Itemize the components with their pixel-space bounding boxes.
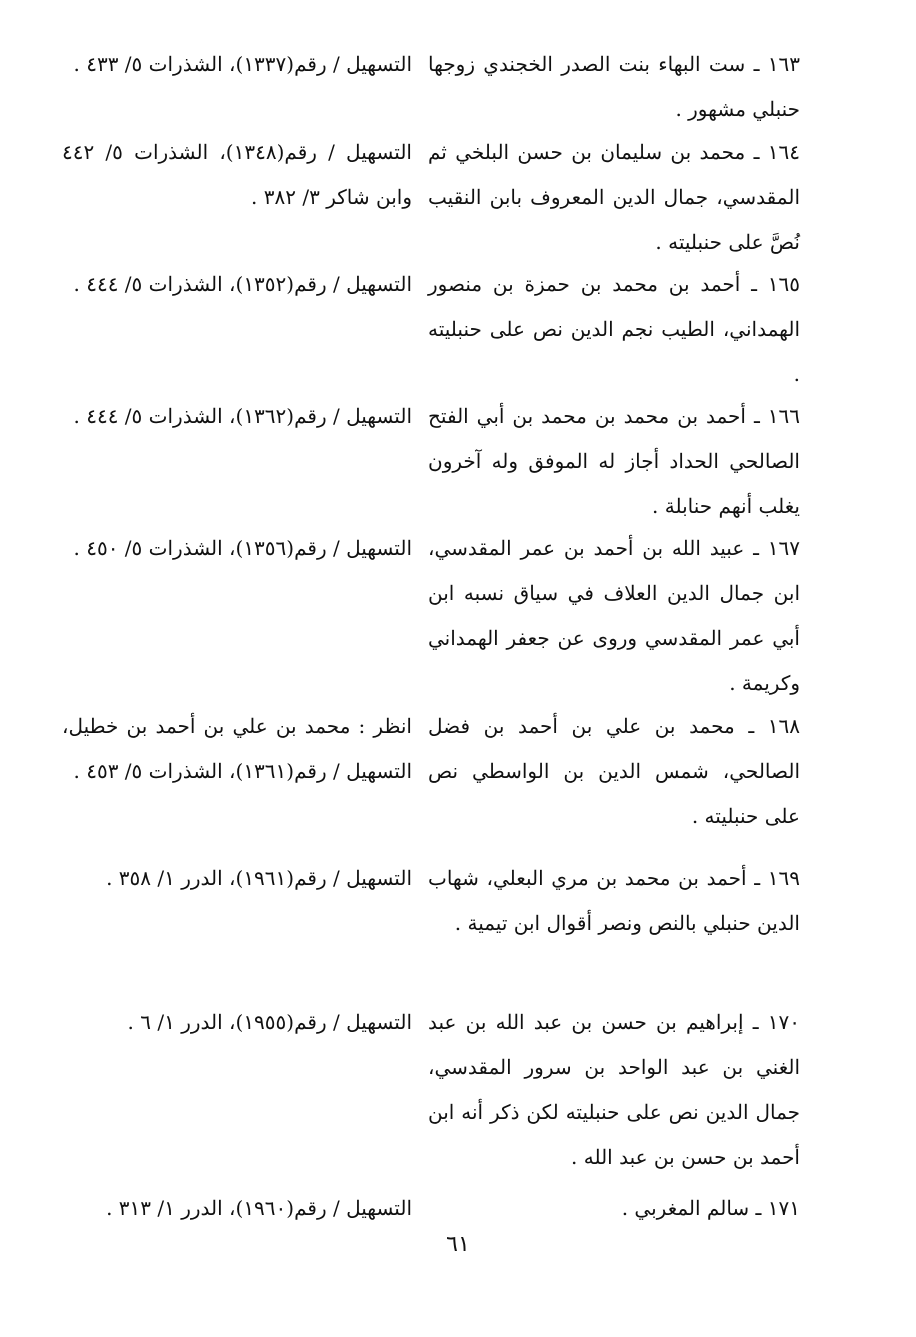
entry-text: إبراهيم بن حسن بن عبد الله بن عبد الغني بن عبد الواحد بن سرور المقدسي، جمال الدين نص على حنبليته لكن ذكر أنه ابن أحمد بن حسن بن عبد الله . [428, 1010, 800, 1169]
entry-number: ١٦٧ [767, 536, 800, 560]
entry-source: التسهيل / رقم(١٣٣٧)، الشذرات ٥/ ٤٣٣ . [73, 52, 412, 76]
page-number: ٦١ [446, 1232, 470, 1257]
entry-text: عبيد الله بن أحمد بن عمر المقدسي، ابن جمال الدين العلاف في سياق نسبه ابن أبي عمر المقدسي وروى عن جعفر الهمداني وكريمة . [428, 536, 800, 695]
entry-source: التسهيل / رقم(١٣٥٦)، الشذرات ٥/ ٤٥٠ . [73, 536, 412, 560]
entry-name: ١٦٩ ـ أحمد بن محمد بن مري البعلي، شهاب الدين حنبلي بالنص ونصر أقوال ابن تيمية . [428, 866, 800, 935]
entry-name: ١٧١ ـ سالم المغربي . [621, 1196, 800, 1220]
entry-source: التسهيل / رقم(١٣٤٨)، الشذرات ٥/ ٤٤٢ وابن شاكر ٣/ ٣٨٢ . [62, 140, 412, 209]
entry-text: أحمد بن محمد بن محمد بن أبي الفتح الصالحي الحداد أجاز له الموفق وله آخرون يغلب أنهم حنابلة . [428, 404, 800, 518]
entry-name: ١٦٦ ـ أحمد بن محمد بن محمد بن أبي الفتح الصالحي الحداد أجاز له الموفق وله آخرون يغلب أنهم حنابلة . [428, 404, 801, 518]
entry-source: التسهيل / رقم(١٩٥٥)، الدرر ١/ ٦ . [127, 1010, 412, 1034]
entry-source: التسهيل / رقم(١٩٦١)، الدرر ١/ ٣٥٨ . [106, 866, 412, 890]
entry-source: التسهيل / رقم(١٣٥٢)، الشذرات ٥/ ٤٤٤ . [73, 272, 412, 296]
entry-number: ١٦٤ [767, 140, 800, 164]
entry-number: ١٦٥ [767, 272, 801, 296]
entry-text: ست البهاء بنت الصدر الخجندي زوجها حنبلي مشهور . [428, 52, 800, 121]
entry-text: سالم المغربي . [621, 1196, 750, 1220]
entry-source: انظر : محمد بن علي بن أحمد بن خطيل، التسهيل / رقم(١٣٦١)، الشذرات ٥/ ٤٥٣ . [62, 714, 412, 783]
entry-number: ١٧٠ [767, 1010, 801, 1034]
entry-number: ١٧١ [767, 1196, 800, 1220]
entry-name: ١٦٥ ـ أحمد بن محمد بن حمزة بن منصور الهمداني، الطيب نجم الدين نص على حنبليته . [428, 272, 801, 386]
entry-number: ١٦٨ [767, 714, 800, 738]
entry-text: أحمد بن محمد بن حمزة بن منصور الهمداني، الطيب نجم الدين نص على حنبليته . [428, 272, 800, 386]
entry-text: محمد بن سليمان بن حسن البلخي ثم المقدسي، جمال الدين المعروف بابن النقيب نُصَّ على حنبليته . [428, 140, 800, 254]
entry-source: التسهيل / رقم(١٩٦٠)، الدرر ١/ ٣١٣ . [106, 1196, 412, 1220]
entry-number: ١٦٣ [767, 52, 800, 76]
entry-number: ١٦٦ [767, 404, 801, 428]
entry-name: ١٧٠ ـ إبراهيم بن حسن بن عبد الله بن عبد الغني بن عبد الواحد بن سرور المقدسي، جمال الدين نص على حنبليته لكن ذكر أنه ابن أحمد بن حسن بن عبد الله . [428, 1010, 801, 1169]
entry-source: التسهيل / رقم(١٣٦٢)، الشذرات ٥/ ٤٤٤ . [73, 404, 412, 428]
entry-name: ١٦٧ ـ عبيد الله بن أحمد بن عمر المقدسي، ابن جمال الدين العلاف في سياق نسبه ابن أبي عمر المقدسي وروى عن جعفر الهمداني وكريمة . [428, 536, 800, 695]
entry-name: ١٦٨ ـ محمد بن علي بن أحمد بن فضل الصالحي، شمس الدين بن الواسطي نص على حنبليته . [428, 714, 800, 828]
entry-name: ١٦٣ ـ ست البهاء بنت الصدر الخجندي زوجها حنبلي مشهور . [428, 52, 800, 121]
entry-number: ١٦٩ [767, 866, 800, 890]
entry-name: ١٦٤ ـ محمد بن سليمان بن حسن البلخي ثم المقدسي، جمال الدين المعروف بابن النقيب نُصَّ على حنبليته . [428, 140, 800, 254]
entry-text: أحمد بن محمد بن مري البعلي، شهاب الدين حنبلي بالنص ونصر أقوال ابن تيمية . [428, 866, 800, 935]
entry-text: محمد بن علي بن أحمد بن فضل الصالحي، شمس الدين بن الواسطي نص على حنبليته . [428, 714, 800, 828]
